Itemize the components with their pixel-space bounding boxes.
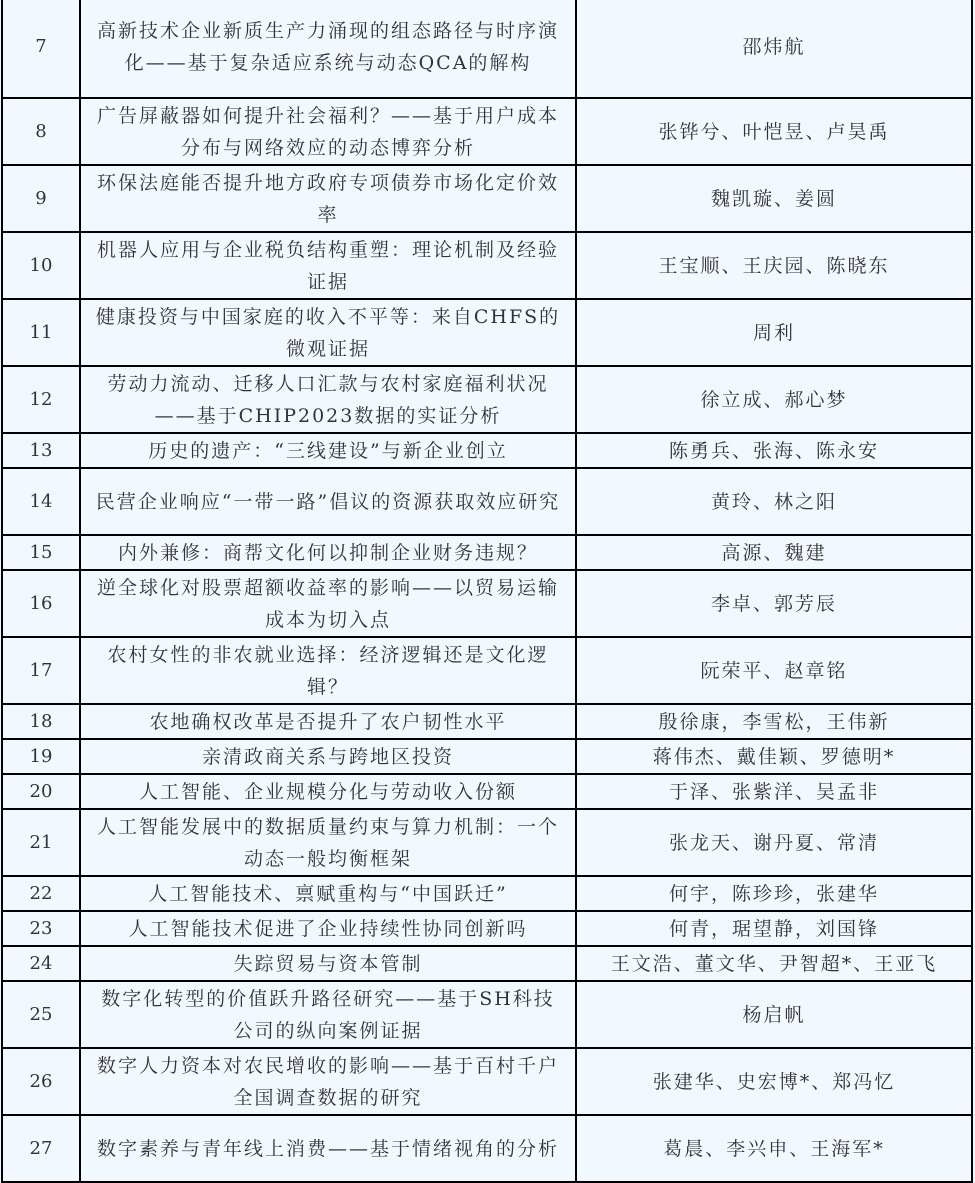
paper-title: 人工智能发展中的数据质量约束与算力机制：一个动态一般均衡框架	[80, 809, 576, 876]
paper-authors: 于泽、张紫洋、吴孟非	[576, 774, 972, 809]
paper-authors: 徐立成、郝心梦	[576, 366, 972, 433]
table-row	[2, 739, 972, 774]
paper-authors: 何宇，陈珍珍，张建华	[576, 876, 972, 911]
row-number: 13	[2, 433, 80, 468]
paper-authors: 高源、魏建	[576, 535, 972, 570]
paper-authors: 邵炜航	[576, 0, 972, 98]
paper-title: 内外兼修：商帮文化何以抑制企业财务违规？	[80, 535, 576, 570]
row-number: 24	[2, 946, 80, 981]
paper-authors: 魏凯璇、姜圆	[576, 165, 972, 232]
row-number: 7	[2, 0, 80, 98]
paper-title: 数字人力资本对农民增收的影响——基于百村千户全国调查数据的研究	[80, 1048, 576, 1115]
paper-title: 健康投资与中国家庭的收入不平等：来自CHFS的微观证据	[80, 299, 576, 366]
row-number: 22	[2, 876, 80, 911]
table-row	[2, 165, 972, 232]
row-number: 27	[2, 1115, 80, 1182]
paper-title: 高新技术企业新质生产力涌现的组态路径与时序演化——基于复杂适应系统与动态QCA的解构	[80, 0, 576, 98]
paper-authors: 杨启帆	[576, 981, 972, 1048]
paper-authors: 李卓、郭芳辰	[576, 570, 972, 637]
row-number: 26	[2, 1048, 80, 1115]
row-number: 18	[2, 704, 80, 739]
paper-title: 环保法庭能否提升地方政府专项债券市场化定价效率	[80, 165, 576, 232]
row-number: 16	[2, 570, 80, 637]
paper-title: 人工智能技术促进了企业持续性协同创新吗	[80, 911, 576, 946]
paper-authors: 王宝顺、王庆园、陈晓东	[576, 232, 972, 299]
row-number: 8	[2, 98, 80, 165]
paper-title: 人工智能技术、禀赋重构与“中国跃迁”	[80, 876, 576, 911]
table-row	[2, 468, 972, 535]
table-row	[2, 809, 972, 876]
paper-title: 失踪贸易与资本管制	[80, 946, 576, 981]
paper-title: 亲清政商关系与跨地区投资	[80, 739, 576, 774]
paper-authors: 何青，琚望静，刘国锋	[576, 911, 972, 946]
row-number: 19	[2, 739, 80, 774]
row-number: 20	[2, 774, 80, 809]
table-body	[2, 0, 972, 1182]
table-row	[2, 981, 972, 1048]
row-number: 21	[2, 809, 80, 876]
paper-title: 农村女性的非农就业选择：经济逻辑还是文化逻辑？	[80, 637, 576, 704]
paper-authors: 张建华、史宏博*、郑冯忆	[576, 1048, 972, 1115]
row-number: 25	[2, 981, 80, 1048]
table-row	[2, 232, 972, 299]
paper-title: 数字素养与青年线上消费——基于情绪视角的分析	[80, 1115, 576, 1182]
row-number: 17	[2, 637, 80, 704]
paper-authors: 王文浩、董文华、尹智超*、王亚飞	[576, 946, 972, 981]
row-number: 14	[2, 468, 80, 535]
paper-list-table	[1, 0, 973, 1183]
table-row	[2, 299, 972, 366]
row-number: 15	[2, 535, 80, 570]
table-row	[2, 366, 972, 433]
paper-authors: 阮荣平、赵章铭	[576, 637, 972, 704]
paper-authors: 葛晨、李兴申、王海军*	[576, 1115, 972, 1182]
paper-authors: 殷徐康，李雪松，王伟新	[576, 704, 972, 739]
table-row	[2, 946, 972, 981]
row-number: 9	[2, 165, 80, 232]
paper-title: 历史的遗产：“三线建设”与新企业创立	[80, 433, 576, 468]
table-row	[2, 774, 972, 809]
paper-authors: 周利	[576, 299, 972, 366]
table-row	[2, 876, 972, 911]
paper-title: 逆全球化对股票超额收益率的影响——以贸易运输成本为切入点	[80, 570, 576, 637]
paper-authors: 蒋伟杰、戴佳颖、罗德明*	[576, 739, 972, 774]
table-row	[2, 911, 972, 946]
table-row	[2, 1048, 972, 1115]
table-row	[2, 98, 972, 165]
table-row	[2, 433, 972, 468]
paper-authors: 陈勇兵、张海、陈永安	[576, 433, 972, 468]
row-number: 12	[2, 366, 80, 433]
paper-title: 机器人应用与企业税负结构重塑：理论机制及经验证据	[80, 232, 576, 299]
paper-title: 数字化转型的价值跃升路径研究——基于SH科技公司的纵向案例证据	[80, 981, 576, 1048]
paper-authors: 张龙天、谢丹夏、常清	[576, 809, 972, 876]
paper-title: 广告屏蔽器如何提升社会福利？——基于用户成本分布与网络效应的动态博弈分析	[80, 98, 576, 165]
paper-title: 人工智能、企业规模分化与劳动收入份额	[80, 774, 576, 809]
paper-title: 农地确权改革是否提升了农户韧性水平	[80, 704, 576, 739]
row-number: 10	[2, 232, 80, 299]
table-row	[2, 570, 972, 637]
paper-authors: 张铧兮、叶恺昱、卢昊禹	[576, 98, 972, 165]
row-number: 11	[2, 299, 80, 366]
paper-authors: 黄玲、林之阳	[576, 468, 972, 535]
table-row	[2, 535, 972, 570]
paper-title: 民营企业响应“一带一路”倡议的资源获取效应研究	[80, 468, 576, 535]
row-number: 23	[2, 911, 80, 946]
paper-title: 劳动力流动、迁移人口汇款与农村家庭福利状况——基于CHIP2023数据的实证分析	[80, 366, 576, 433]
table-row	[2, 0, 972, 98]
table-row	[2, 704, 972, 739]
table-row	[2, 637, 972, 704]
